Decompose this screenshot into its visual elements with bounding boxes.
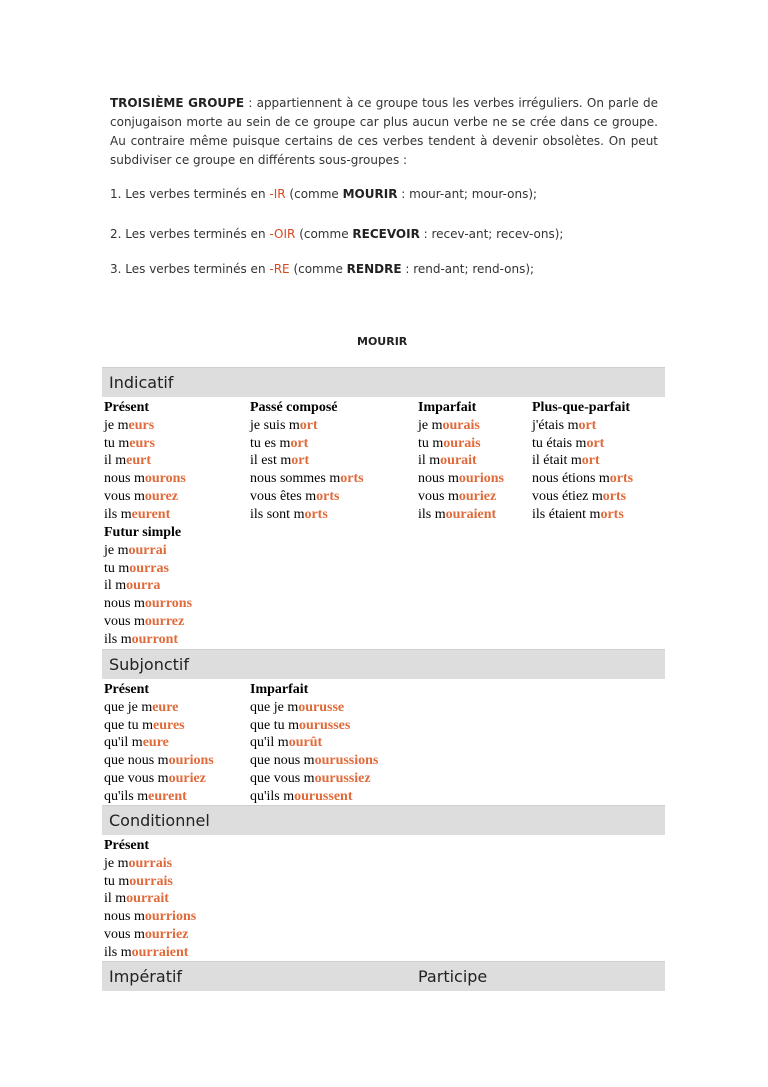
- conjugation-stem: vous êtes m: [250, 488, 317, 504]
- conjugation-stem: que tu m: [250, 717, 299, 733]
- item-text: : rend-ant; rend-ons);: [401, 262, 535, 276]
- conjugation-ending: ouriez: [168, 770, 206, 786]
- conjugation-stem: il m: [104, 453, 127, 469]
- conjugation-line: [104, 488, 186, 506]
- conjugation-stem: ils sont m: [250, 506, 305, 522]
- conjugation-line: [250, 417, 364, 435]
- tense-block: [104, 524, 192, 649]
- conjugation-line: [104, 873, 196, 891]
- item-ending: -IR: [269, 187, 286, 201]
- conjugation-line: [250, 788, 378, 806]
- conjugation-stem: qu'ils m: [104, 788, 149, 804]
- conjugation-stem: il m: [104, 891, 127, 907]
- conjugation-stem: j'étais m: [532, 417, 579, 433]
- conjugation-line: [104, 470, 186, 488]
- conjugation-stem: vous m: [104, 488, 145, 504]
- conjugation-ending: ort: [586, 435, 605, 451]
- conjugation-stem: je suis m: [250, 417, 300, 433]
- conjugation-line: [104, 613, 192, 631]
- conjugation-line: [418, 435, 504, 453]
- conjugation-line: [104, 788, 214, 806]
- conjugation-line: [104, 699, 214, 717]
- conjugation-ending: ourrais: [128, 855, 173, 871]
- item-text: (comme: [285, 187, 343, 201]
- item-verb: MOURIR: [342, 187, 398, 201]
- mood-label: Indicatif: [109, 373, 174, 392]
- conjugation-line: [532, 470, 633, 488]
- conjugation-ending: orts: [304, 506, 328, 522]
- conjugation-ending: ourait: [440, 453, 477, 469]
- conjugation-stem: que je m: [250, 699, 299, 715]
- conjugation-stem: que nous m: [104, 753, 169, 769]
- conjugation-line: [104, 560, 192, 578]
- conjugation-ending: eures: [153, 717, 185, 733]
- mood-label: Conditionnel: [109, 811, 210, 830]
- item-text: : recev-ant; recev-ons);: [419, 227, 564, 241]
- conjugation-stem: nous sommes m: [250, 471, 341, 487]
- conjugation-ending: ort: [581, 453, 600, 469]
- conjugation-line: [104, 452, 186, 470]
- tense-title: Présent: [104, 682, 150, 697]
- conjugation-line: [418, 470, 504, 488]
- conjugation-line: [104, 506, 186, 524]
- conjugation-ending: ourra: [126, 578, 161, 594]
- mood-bar-conditionnel: [102, 805, 665, 835]
- conjugation-ending: eurent: [148, 788, 187, 804]
- item-text: 1. Les verbes terminés en: [110, 187, 270, 201]
- group-item-ir: [110, 187, 670, 201]
- conjugation-ending: eure: [142, 735, 169, 751]
- conjugation-stem: ils m: [104, 944, 132, 960]
- conjugation-line: [532, 506, 633, 524]
- conjugation-line: [532, 435, 633, 453]
- mood-label: Impératif: [109, 967, 183, 986]
- conjugation-ending: eurt: [126, 453, 152, 469]
- conjugation-stem: je m: [418, 417, 443, 433]
- conjugation-ending: ort: [291, 453, 310, 469]
- conjugation-ending: ourriez: [144, 926, 189, 942]
- conjugation-ending: ourrions: [144, 909, 197, 925]
- conjugation-stem: nous m: [104, 596, 145, 612]
- tense-title: Présent: [104, 838, 150, 853]
- conjugation-ending: orts: [602, 488, 627, 504]
- conjugation-stem: ils étaient m: [532, 506, 601, 522]
- conjugation-stem: tu m: [104, 873, 130, 889]
- conjugation-stem: il m: [104, 578, 127, 594]
- tense-block: [250, 399, 364, 524]
- conjugation-line: [532, 417, 633, 435]
- conjugation-line: [104, 417, 186, 435]
- conjugation-stem: ils m: [104, 631, 132, 647]
- tense-title: Passé composé: [250, 400, 338, 415]
- conjugation-ending: ourais: [442, 417, 480, 433]
- tense-block: [250, 681, 378, 806]
- conjugation-stem: tu étais m: [532, 435, 587, 451]
- mood-label: Participe: [418, 967, 488, 986]
- tense-block: [104, 399, 186, 524]
- conjugation-ending: ourrai: [128, 542, 167, 558]
- conjugation-ending: ourrons: [144, 596, 193, 612]
- conjugation-line: [532, 452, 633, 470]
- conjugation-line: [104, 926, 196, 944]
- conjugation-line: [104, 752, 214, 770]
- intro-title: TROISIÈME GROUPE: [110, 96, 245, 110]
- tense-title: Imparfait: [250, 682, 309, 697]
- conjugation-stem: que je m: [104, 699, 153, 715]
- conjugation-ending: ourrais: [129, 873, 173, 889]
- conjugation-line: [104, 855, 196, 873]
- conjugation-stem: qu'il m: [250, 735, 289, 751]
- conjugation-stem: nous étions m: [532, 471, 610, 487]
- conjugation-stem: vous m: [104, 926, 145, 942]
- conjugation-line: [104, 890, 196, 908]
- conjugation-line: [418, 506, 504, 524]
- mood-label: Subjonctif: [109, 655, 189, 674]
- conjugation-ending: ourussent: [294, 788, 353, 804]
- conjugation-stem: que tu m: [104, 717, 153, 733]
- conjugation-ending: ourions: [168, 753, 214, 769]
- conjugation-line: [250, 435, 364, 453]
- conjugation-line: [250, 506, 364, 524]
- conjugation-ending: ort: [299, 417, 318, 433]
- conjugation-stem: il était m: [532, 453, 582, 469]
- conjugation-ending: ort: [578, 417, 597, 433]
- tense-title: Plus-que-parfait: [532, 400, 630, 415]
- conjugation-ending: ourraient: [131, 944, 189, 960]
- conjugation-ending: ourons: [144, 471, 186, 487]
- conjugation-line: [418, 488, 504, 506]
- conjugation-ending: eurent: [131, 506, 171, 522]
- conjugation-line: [104, 435, 186, 453]
- conjugation-line: [250, 717, 378, 735]
- conjugation-line: [250, 452, 364, 470]
- conjugation-stem: vous m: [104, 613, 145, 629]
- item-ending: -RE: [269, 262, 290, 276]
- conjugation-ending: orts: [316, 488, 340, 504]
- conjugation-stem: qu'il m: [104, 735, 143, 751]
- item-text: 2. Les verbes terminés en: [110, 227, 270, 241]
- conjugation-stem: il est m: [250, 453, 292, 469]
- tense-title: Futur simple: [104, 525, 182, 540]
- tense-block: [418, 399, 504, 524]
- conjugation-line: [250, 470, 364, 488]
- conjugation-line: [418, 417, 504, 435]
- mood-bar-indicatif: [102, 367, 665, 397]
- tense-title: Imparfait: [418, 400, 477, 415]
- conjugation-line: [250, 734, 378, 752]
- group-item-oir: [110, 227, 670, 241]
- conjugation-stem: ils m: [418, 506, 446, 522]
- tense-title: Présent: [104, 400, 150, 415]
- conjugation-ending: ourussiez: [314, 770, 371, 786]
- conjugation-line: [104, 595, 192, 613]
- conjugation-stem: ils m: [104, 506, 132, 522]
- conjugation-ending: eurs: [129, 435, 155, 451]
- conjugation-ending: eurs: [128, 417, 155, 433]
- conjugation-ending: ourras: [129, 560, 169, 576]
- group-item-re: [110, 262, 670, 276]
- item-text: (comme: [295, 227, 353, 241]
- conjugation-stem: que vous m: [104, 770, 169, 786]
- item-text: : mour-ant; mour-ons);: [397, 187, 538, 201]
- conjugation-ending: ourussions: [314, 753, 379, 769]
- conjugation-ending: ort: [290, 435, 309, 451]
- item-text: (comme: [289, 262, 347, 276]
- conjugation-line: [104, 944, 196, 962]
- item-verb: RECEVOIR: [352, 227, 420, 241]
- conjugation-stem: que vous m: [250, 770, 315, 786]
- conjugation-line: [250, 488, 364, 506]
- conjugation-ending: ouriez: [458, 488, 497, 504]
- conjugation-line: [104, 734, 214, 752]
- conjugation-line: [104, 717, 214, 735]
- item-verb: RENDRE: [346, 262, 402, 276]
- conjugation-stem: il m: [418, 453, 441, 469]
- conjugation-stem: je m: [104, 855, 129, 871]
- intro-paragraph: [110, 94, 658, 170]
- tense-block: [532, 399, 633, 524]
- tense-block: [104, 681, 214, 806]
- conjugation-line: [250, 699, 378, 717]
- conjugation-ending: ourrez: [144, 613, 185, 629]
- conjugation-ending: ourusse: [298, 699, 345, 715]
- conjugation-ending: orts: [600, 506, 624, 522]
- conjugation-ending: ourrait: [126, 891, 169, 907]
- conjugation-line: [104, 631, 192, 649]
- conjugation-ending: ourusses: [299, 717, 351, 733]
- conjugation-stem: nous m: [418, 471, 459, 487]
- conjugation-stem: nous m: [104, 471, 145, 487]
- item-ending: -OIR: [269, 227, 296, 241]
- mood-bar-imperatif: [102, 961, 665, 991]
- conjugation-ending: ourût: [288, 735, 323, 751]
- conjugation-stem: nous m: [104, 909, 145, 925]
- conjugation-ending: ourez: [144, 488, 179, 504]
- conjugation-ending: orts: [340, 471, 364, 487]
- conjugation-line: [532, 488, 633, 506]
- conjugation-line: [104, 770, 214, 788]
- conjugation-ending: orts: [609, 471, 634, 487]
- conjugation-stem: tu m: [104, 560, 130, 576]
- verb-heading: MOURIR: [357, 335, 408, 348]
- conjugation-line: [418, 452, 504, 470]
- conjugation-line: [104, 577, 192, 595]
- conjugation-stem: je m: [104, 542, 129, 558]
- conjugation-ending: ourions: [458, 471, 504, 487]
- conjugation-stem: vous m: [418, 488, 459, 504]
- conjugation-line: [250, 752, 378, 770]
- conjugation-ending: eure: [152, 699, 179, 715]
- conjugation-stem: vous étiez m: [532, 488, 603, 504]
- conjugation-ending: ourront: [131, 631, 179, 647]
- conjugation-stem: qu'ils m: [250, 788, 295, 804]
- conjugation-stem: je m: [104, 417, 129, 433]
- mood-bar-subjonctif: [102, 649, 665, 679]
- conjugation-stem: que nous m: [250, 753, 315, 769]
- item-text: 3. Les verbes terminés en: [110, 262, 270, 276]
- conjugation-ending: ourais: [443, 435, 481, 451]
- intro-text: : appartiennent à ce groupe tous les verbes irréguliers. On parle de conjugaison morte au sein de ce groupe car plus aucun verbe ne se crée dans ce groupe. Au contraire même puisque certains de ces verbes tendent à devenir obsolètes. On peut subdiviser ce groupe en différents sous-groupes :: [110, 96, 658, 167]
- conjugation-line: [250, 770, 378, 788]
- conjugation-stem: tu m: [104, 435, 130, 451]
- conjugation-ending: ouraient: [445, 506, 497, 522]
- conjugation-line: [104, 542, 192, 560]
- conjugation-stem: tu es m: [250, 435, 291, 451]
- conjugation-stem: tu m: [418, 435, 444, 451]
- conjugation-line: [104, 908, 196, 926]
- tense-block: [104, 837, 196, 962]
